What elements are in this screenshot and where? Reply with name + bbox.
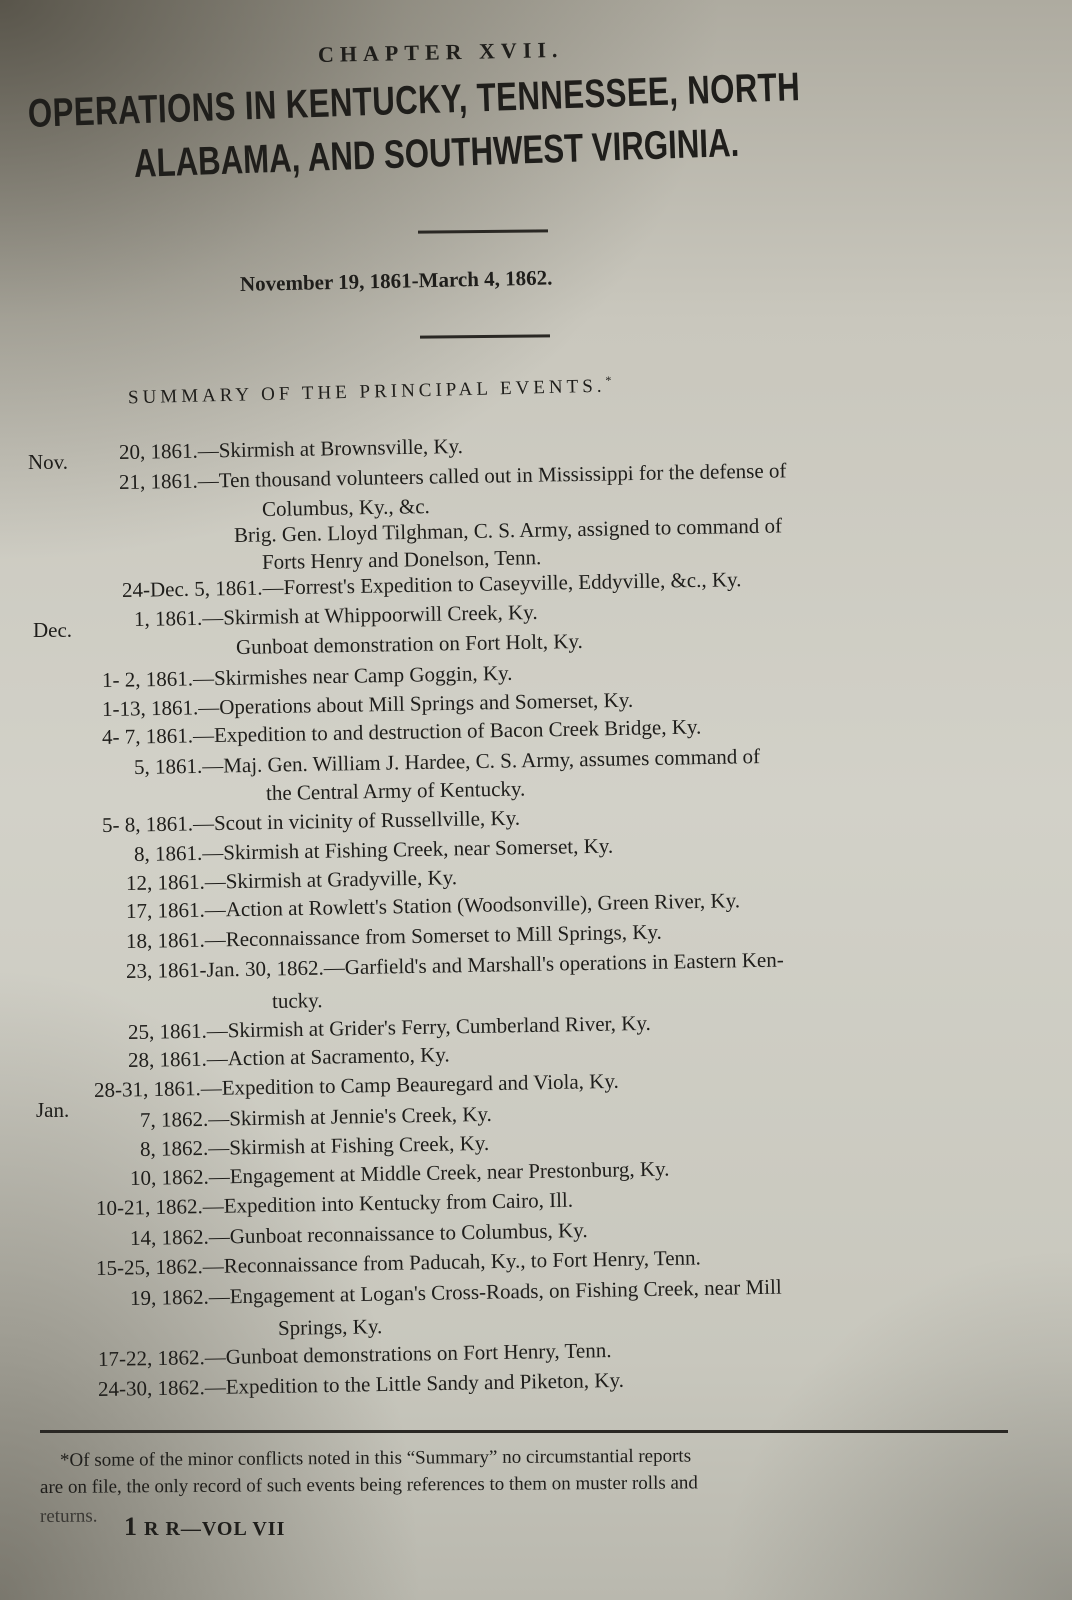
event-entry: [130, 1218, 588, 1251]
event-date: 28, 1861.: [127, 1046, 207, 1072]
event-date: 17, 1861.: [125, 897, 205, 923]
event-date: 28-31, 1861.: [93, 1076, 201, 1102]
event-entry-continuation: [278, 1314, 383, 1341]
event-text: —Expedition to Camp Beauregard and Viola, Ky.: [200, 1068, 619, 1101]
event-text: —Skirmish at Grider's Ferry, Cumberland River, Ky.: [206, 1010, 651, 1043]
event-text: —Engagement at Middle Creek, near Prestonburg, Ky.: [208, 1156, 670, 1189]
event-date: 10-21, 1862.: [95, 1194, 203, 1220]
event-entry: [119, 434, 463, 465]
event-date: 24-30, 1862.: [97, 1375, 205, 1401]
event-entry: [122, 567, 742, 603]
event-date: 1, 1861.: [133, 605, 203, 631]
event-text: —Reconnaissance from Somerset to Mill Springs, Ky.: [204, 919, 662, 952]
event-text: —Action at Sacramento, Ky.: [206, 1042, 450, 1071]
footnote-rule: [40, 1430, 1008, 1433]
event-date: 5- 8, 1861.: [101, 811, 194, 837]
event-entry: [134, 744, 760, 780]
chapter-title-line-2: ALABAMA, AND SOUTHWEST VIRGINIA.: [133, 120, 740, 186]
event-text: —Ten thousand volunteers called out in Mississippi for the defense of: [197, 458, 787, 493]
event-text: —Maj. Gen. William J. Hardee, C. S. Army, assumes command of: [202, 744, 761, 778]
event-entry: [102, 806, 520, 838]
event-text: the Central Army of Kentucky.: [265, 776, 526, 805]
event-text: Brig. Gen. Lloyd Tilghman, C. S. Army, assigned to command of: [233, 513, 783, 547]
footnote-line-2: are on file, the only record of such events being references to them on muster rolls and: [39, 1472, 698, 1498]
event-text: —Skirmish at Fishing Creek, near Somerset, Ky.: [202, 833, 614, 865]
event-text: —Skirmish at Brownsville, Ky.: [197, 433, 464, 463]
event-text: —Expedition to the Little Sandy and Piketon, Ky.: [204, 1367, 625, 1400]
event-text: —Engagement at Logan's Cross-Roads, on Fishing Creek, near Mill: [208, 1274, 782, 1309]
month-label-jan: Jan.: [36, 1098, 70, 1122]
event-date: 5, 1861.: [133, 753, 203, 779]
event-text: —Skirmish at Whippoorwill Creek, Ky.: [202, 599, 538, 630]
chapter-title-line-1: OPERATIONS IN KENTUCKY, TENNESSEE, NORTH: [27, 65, 801, 136]
event-entry: [126, 948, 784, 984]
signature-mark: [124, 1512, 285, 1542]
event-date: 23, 1861-Jan. 30, 1862.: [125, 955, 324, 983]
event-date: 10, 1862.: [129, 1164, 209, 1190]
event-text: —Scout in vicinity of Russellville, Ky.: [192, 805, 521, 836]
date-range: November 19, 1861-March 4, 1862.: [239, 265, 553, 296]
month-label-dec: Dec.: [33, 618, 73, 642]
event-date: 25, 1861.: [127, 1018, 207, 1044]
event-date: 21, 1861.: [118, 468, 198, 494]
event-text: —Expedition into Kentucky from Cairo, Ill.: [202, 1187, 574, 1219]
event-date: 24-Dec. 5, 1861.: [121, 575, 263, 602]
event-date: 19, 1862.: [129, 1284, 209, 1310]
event-text: —Skirmishes near Camp Goggin, Ky.: [192, 660, 513, 691]
event-entry: [130, 1275, 782, 1311]
event-text: —Action at Rowlett's Station (Woodsonville), Green River, Ky.: [204, 888, 741, 922]
event-entry: [126, 920, 662, 954]
event-entry: [126, 865, 457, 896]
event-text: —Operations about Mill Springs and Somerset, Ky.: [198, 687, 634, 720]
event-date: 7, 1862.: [139, 1106, 209, 1132]
event-text: Forts Henry and Donelson, Tenn.: [261, 545, 542, 574]
event-text: —Expedition to and destruction of Bacon Creek Bridge, Ky.: [192, 714, 702, 748]
divider-rule: [420, 334, 550, 338]
event-date: 12, 1861.: [125, 869, 205, 895]
chapter-heading: CHAPTER XVII.: [317, 36, 564, 67]
event-entry: [98, 1338, 612, 1372]
event-entry: [119, 458, 787, 495]
event-text: Gunboat demonstration on Fort Holt, Ky.: [235, 628, 584, 659]
event-entry: [130, 1157, 670, 1191]
event-date: 18, 1861.: [125, 927, 205, 953]
event-entry: [134, 600, 538, 632]
event-entry: [96, 1245, 701, 1281]
footnote-line-3: returns.: [39, 1505, 98, 1527]
event-entry: [98, 1368, 624, 1402]
event-date: 1- 2, 1861.: [101, 666, 194, 692]
event-entry: [94, 1069, 619, 1103]
event-date: 14, 1862.: [129, 1224, 209, 1250]
footnote-marker: *: [605, 373, 612, 388]
event-text: —Gunboat reconnaissance to Columbus, Ky.: [208, 1218, 588, 1249]
event-text: —Skirmish at Gradyville, Ky.: [204, 865, 458, 894]
event-text: —Garfield's and Marshall's operations in Eastern Ken-: [323, 947, 784, 980]
event-text: —Skirmish at Fishing Creek, Ky.: [208, 1130, 490, 1160]
event-entry: [134, 834, 614, 867]
event-text: Columbus, Ky., &c.: [261, 494, 430, 521]
event-text: —Forrest's Expedition to Caseyville, Eddyville, &c., Ky.: [262, 567, 742, 600]
event-date: 17-22, 1862.: [97, 1345, 205, 1371]
event-entry: [140, 1131, 490, 1162]
month-label-nov: Nov.: [28, 450, 69, 474]
footnote-line-1: *Of some of the minor conflicts noted in this “Summary” no circumstantial reports: [59, 1445, 692, 1471]
summary-heading-text: SUMMARY OF THE PRINCIPAL EVENTS.: [127, 375, 606, 409]
event-text: —Gunboat demonstrations on Fort Henry, Tenn.: [204, 1338, 612, 1370]
divider-rule: [418, 229, 548, 233]
summary-heading: [128, 373, 612, 409]
event-text: Springs, Ky.: [277, 1314, 383, 1340]
event-entry-continuation: [266, 776, 526, 806]
event-date: 20, 1861.: [118, 438, 198, 464]
signature-number: 1: [124, 1512, 138, 1541]
event-text: —Reconnaissance from Paducah, Ky., to Fort Henry, Tenn.: [202, 1245, 701, 1279]
event-date: 1-13, 1861.: [101, 695, 199, 721]
event-entry: [128, 1011, 651, 1045]
signature-text: R R—VOL VII: [138, 1518, 286, 1540]
event-date: 4- 7, 1861.: [101, 723, 194, 749]
event-entry: [128, 1042, 450, 1073]
event-date: 8, 1862.: [139, 1135, 209, 1161]
event-date: 8, 1861.: [133, 840, 203, 866]
event-date: 15-25, 1862.: [95, 1254, 203, 1280]
event-entry: [236, 629, 583, 660]
event-text: tucky.: [271, 988, 323, 1013]
event-entry-continuation: [272, 988, 323, 1014]
event-entry: [96, 1188, 573, 1221]
event-entry-continuation: [262, 494, 430, 522]
event-text: —Skirmish at Jennie's Creek, Ky.: [208, 1101, 492, 1131]
event-entry: [140, 1102, 492, 1133]
event-entry: [102, 661, 513, 693]
